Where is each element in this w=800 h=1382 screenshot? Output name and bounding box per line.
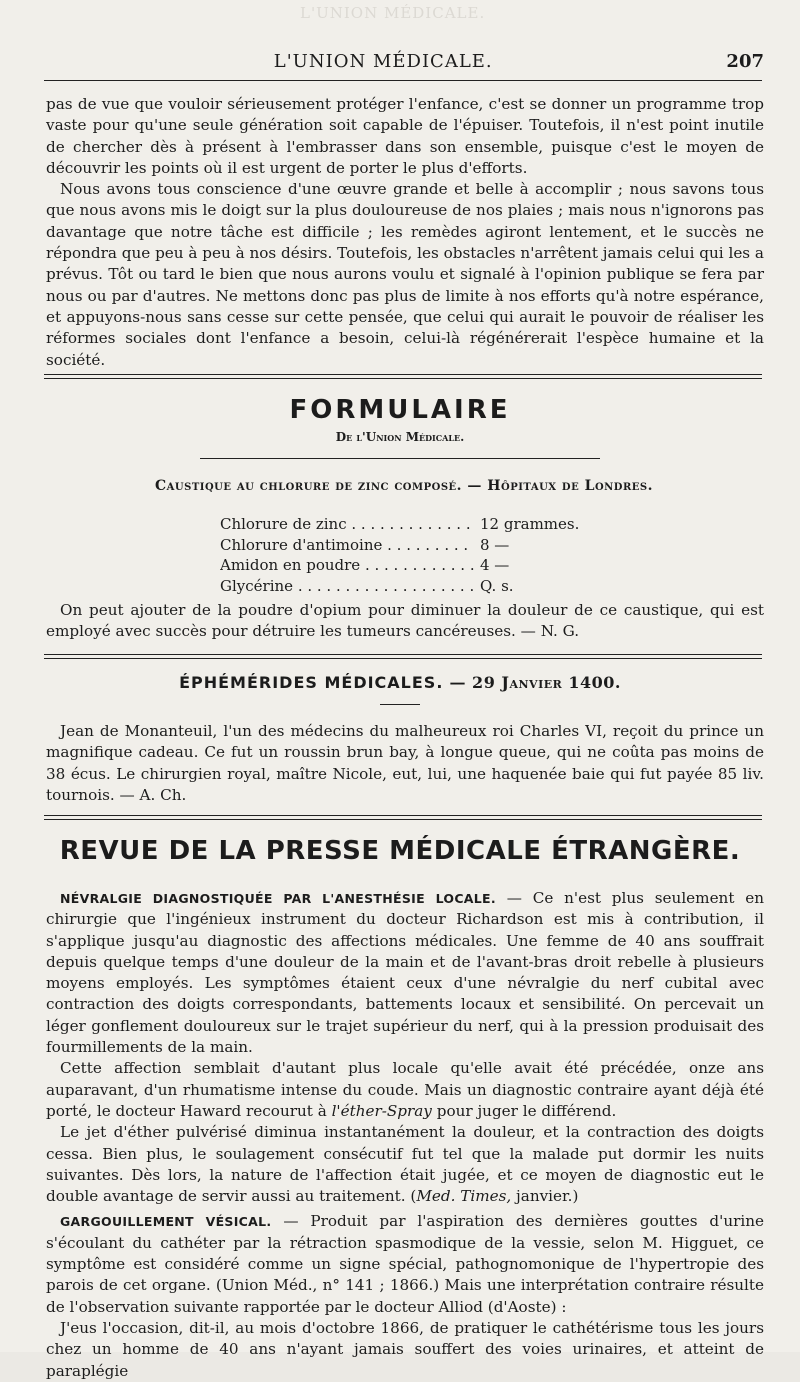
recipe-title: Caustique au chlorure de zinc composé. — Hôpitaux de Londres. <box>155 478 653 494</box>
ingredient-quantity: 12 grammes. <box>474 514 590 535</box>
formulaire-rule <box>200 458 600 459</box>
ingredient-name: Amidon en poudre . . . <box>220 555 474 576</box>
revue-text <box>46 888 764 1382</box>
nevralgie-text-2b: pour juger le différend. <box>431 1101 617 1120</box>
intro-text <box>46 94 764 371</box>
ephemerides-heading <box>0 673 800 692</box>
formulaire-heading: FORMULAIRE <box>289 395 511 425</box>
ingredient-name: Glycérine . . . <box>220 576 474 597</box>
ingredient-name: Chlorure d'antimoine . . . <box>220 535 474 556</box>
ephemerides-date: — 29 Janvier 1400. <box>449 673 621 692</box>
gargouillement-text-1: — Produit par l'aspiration des dernières gouttes d'urine s'écoulant du cathéter par la rétraction spasmodique de la vessie, selon M. Higguet, ce symptôme est considéré comme un signe spécial, pathognomonique de l'hypertropie des parois de cet organe. (Union Méd., n° 141 ; 1866.) Mais une interprétation contraire résulte de l'observation suivante rapportée par le docteur Alliod (d'Aoste) : <box>46 1212 764 1316</box>
ingredient-quantity: 8 — <box>474 535 590 556</box>
ephemerides-rule <box>380 704 420 705</box>
journal-title: L'UNION MÉDICALE. <box>273 51 493 72</box>
ingredient-quantity: 4 — <box>474 555 590 576</box>
nevralgie-text-3a: Le jet d'éther pulvérisé diminua instantanément la douleur, et la contraction des doigts cessa. Bien plus, le soulagement consécutif fut tel que la malade put dormir les nuits suivantes. Dès lors, la nature de l'affection était jugée, et ce moyen de diagnostic eut le double avantage de servir aussi au traitement. ( <box>46 1123 764 1206</box>
ingredient-list <box>220 514 590 596</box>
ingredient-quantity: Q. s. <box>474 576 590 597</box>
nevralgie-paragraph-3 <box>46 1122 764 1207</box>
bleed-through-heading: L'UNION MÉDICALE. <box>300 4 486 22</box>
ingredient-row <box>220 576 590 597</box>
nevralgie-paragraph-2 <box>46 1058 764 1122</box>
revue-heading: REVUE DE LA PRESSE MÉDICALE ÉTRANGÈRE. <box>59 836 741 866</box>
page-number: 207 <box>726 51 764 72</box>
nevralgie-text-2a: Cette affection semblait d'autant plus locale qu'elle avait été précédée, onze ans auparavant, d'un rhumatisme intense du coude. Mais un diagnostic contraire ayant déjà été porté, le docteur Haward recourut à <box>46 1059 764 1120</box>
recipe-note <box>46 600 764 643</box>
intro-paragraph-2: Nous avons tous conscience d'une œuvre grande et belle à accomplir ; nous savons tous que nous avons mis le doigt sur la plus douloureuse de nos plaies ; mais nous n'ignorons pas davantage que notre tâche est difficile ; les remèdes agiront lentement, et le succès ne répondra que peu à peu à nos désirs. Toutefois, les obstacles n'arrêtent jamais celui qui les a prévus. Tôt ou tard le bien que nous aurons voulu et signalé à l'opinion publique se fera par nous ou par d'autres. Ne mettons donc pas plus de limite à nos efforts qu'à notre espérance, et appuyons-nous sans cesse sur cette pensée, que celui qui aurait le pouvoir de réaliser les réformes sociales dont l'enfance a besoin, celui-là régénérerait l'espèce humaine et la société. <box>46 180 764 369</box>
ingredient-name: Chlorure de zinc . . . <box>220 514 474 535</box>
running-head <box>40 46 764 72</box>
header-rule <box>44 80 762 81</box>
gargouillement-paragraph-2: J'eus l'occasion, dit-il, au mois d'octobre 1866, de pratiquer le cathétérisme tous les jours chez un homme de 40 ans n'ayant jamais souffert des voies urinaires, et atteint de paraplégie <box>46 1318 764 1380</box>
gargouillement-paragraph-1 <box>46 1211 764 1317</box>
ephemerides-text <box>46 721 764 806</box>
nevralgie-text-1: — Ce n'est plus seulement en chirurgie que l'ingénieux instrument du docteur Richardson est mis à contribution, il s'applique jusqu'au diagnostic des affections médicales. Une femme de 40 ans souffrait depuis quelque temps d'une douleur de la main et de l'avant-bras droit rebelle à plusieurs moyens employés. Les symptômes étaient ceux d'une névralgie du nerf cubital avec contraction des doigts correspondants, battements locaux et sensibilité. On percevait un léger gonflement douloureux sur le trajet supérieur du nerf, qui à la pression produisait des fourmillements de la main. <box>46 889 765 1057</box>
section-divider <box>44 654 762 655</box>
ingredient-row <box>220 555 590 576</box>
formulaire-subheading: De l'Union Médicale. <box>335 430 465 444</box>
recipe-note-text: On peut ajouter de la poudre d'opium pour diminuer la douleur de ce caustique, qui est employé avec succès pour détruire les tumeurs cancéreuses. — N. G. <box>46 601 764 641</box>
ether-spray-term: l'éther-Spray <box>331 1101 432 1120</box>
section-divider <box>44 374 762 375</box>
med-times-citation: Med. Times, <box>416 1187 512 1206</box>
ephemerides-title: ÉPHÉMÉRIDES MÉDICALES. <box>179 673 444 692</box>
intro-paragraph-1: pas de vue que vouloir sérieusement protéger l'enfance, c'est se donner un programme trop vaste pour qu'une seule génération soit capable de l'épuiser. Toutefois, il n'est point inutile de chercher dès à présent à l'embrasser dans son ensemble, puisque c'est le moyen de découvrir les points où il est urgent de porter le plus d'efforts. <box>46 95 764 177</box>
nevralgie-heading: NÉVRALGIE DIAGNOSTIQUÉE PAR L'ANESTHÉSIE LOCALE. <box>60 891 496 906</box>
ephemerides-paragraph: Jean de Monanteuil, l'un des médecins du malheureux roi Charles VI, reçoit du prince un magnifique cadeau. Ce fut un roussin brun bay, à longue queue, qui ne coûta pas moins de 38 écus. Le chirurgien royal, maître Nicole, eut, lui, une haquenée baie qui fut payée 85 liv. tournois. — A. Ch. <box>46 722 764 804</box>
ingredient-row <box>220 514 590 535</box>
ingredient-row <box>220 535 590 556</box>
nevralgie-text-3b: janvier.) <box>511 1187 579 1206</box>
section-divider <box>44 815 762 816</box>
gargouillement-heading: GARGOUILLEMENT VÉSICAL. <box>60 1214 272 1230</box>
nevralgie-paragraph-1 <box>46 888 764 1058</box>
